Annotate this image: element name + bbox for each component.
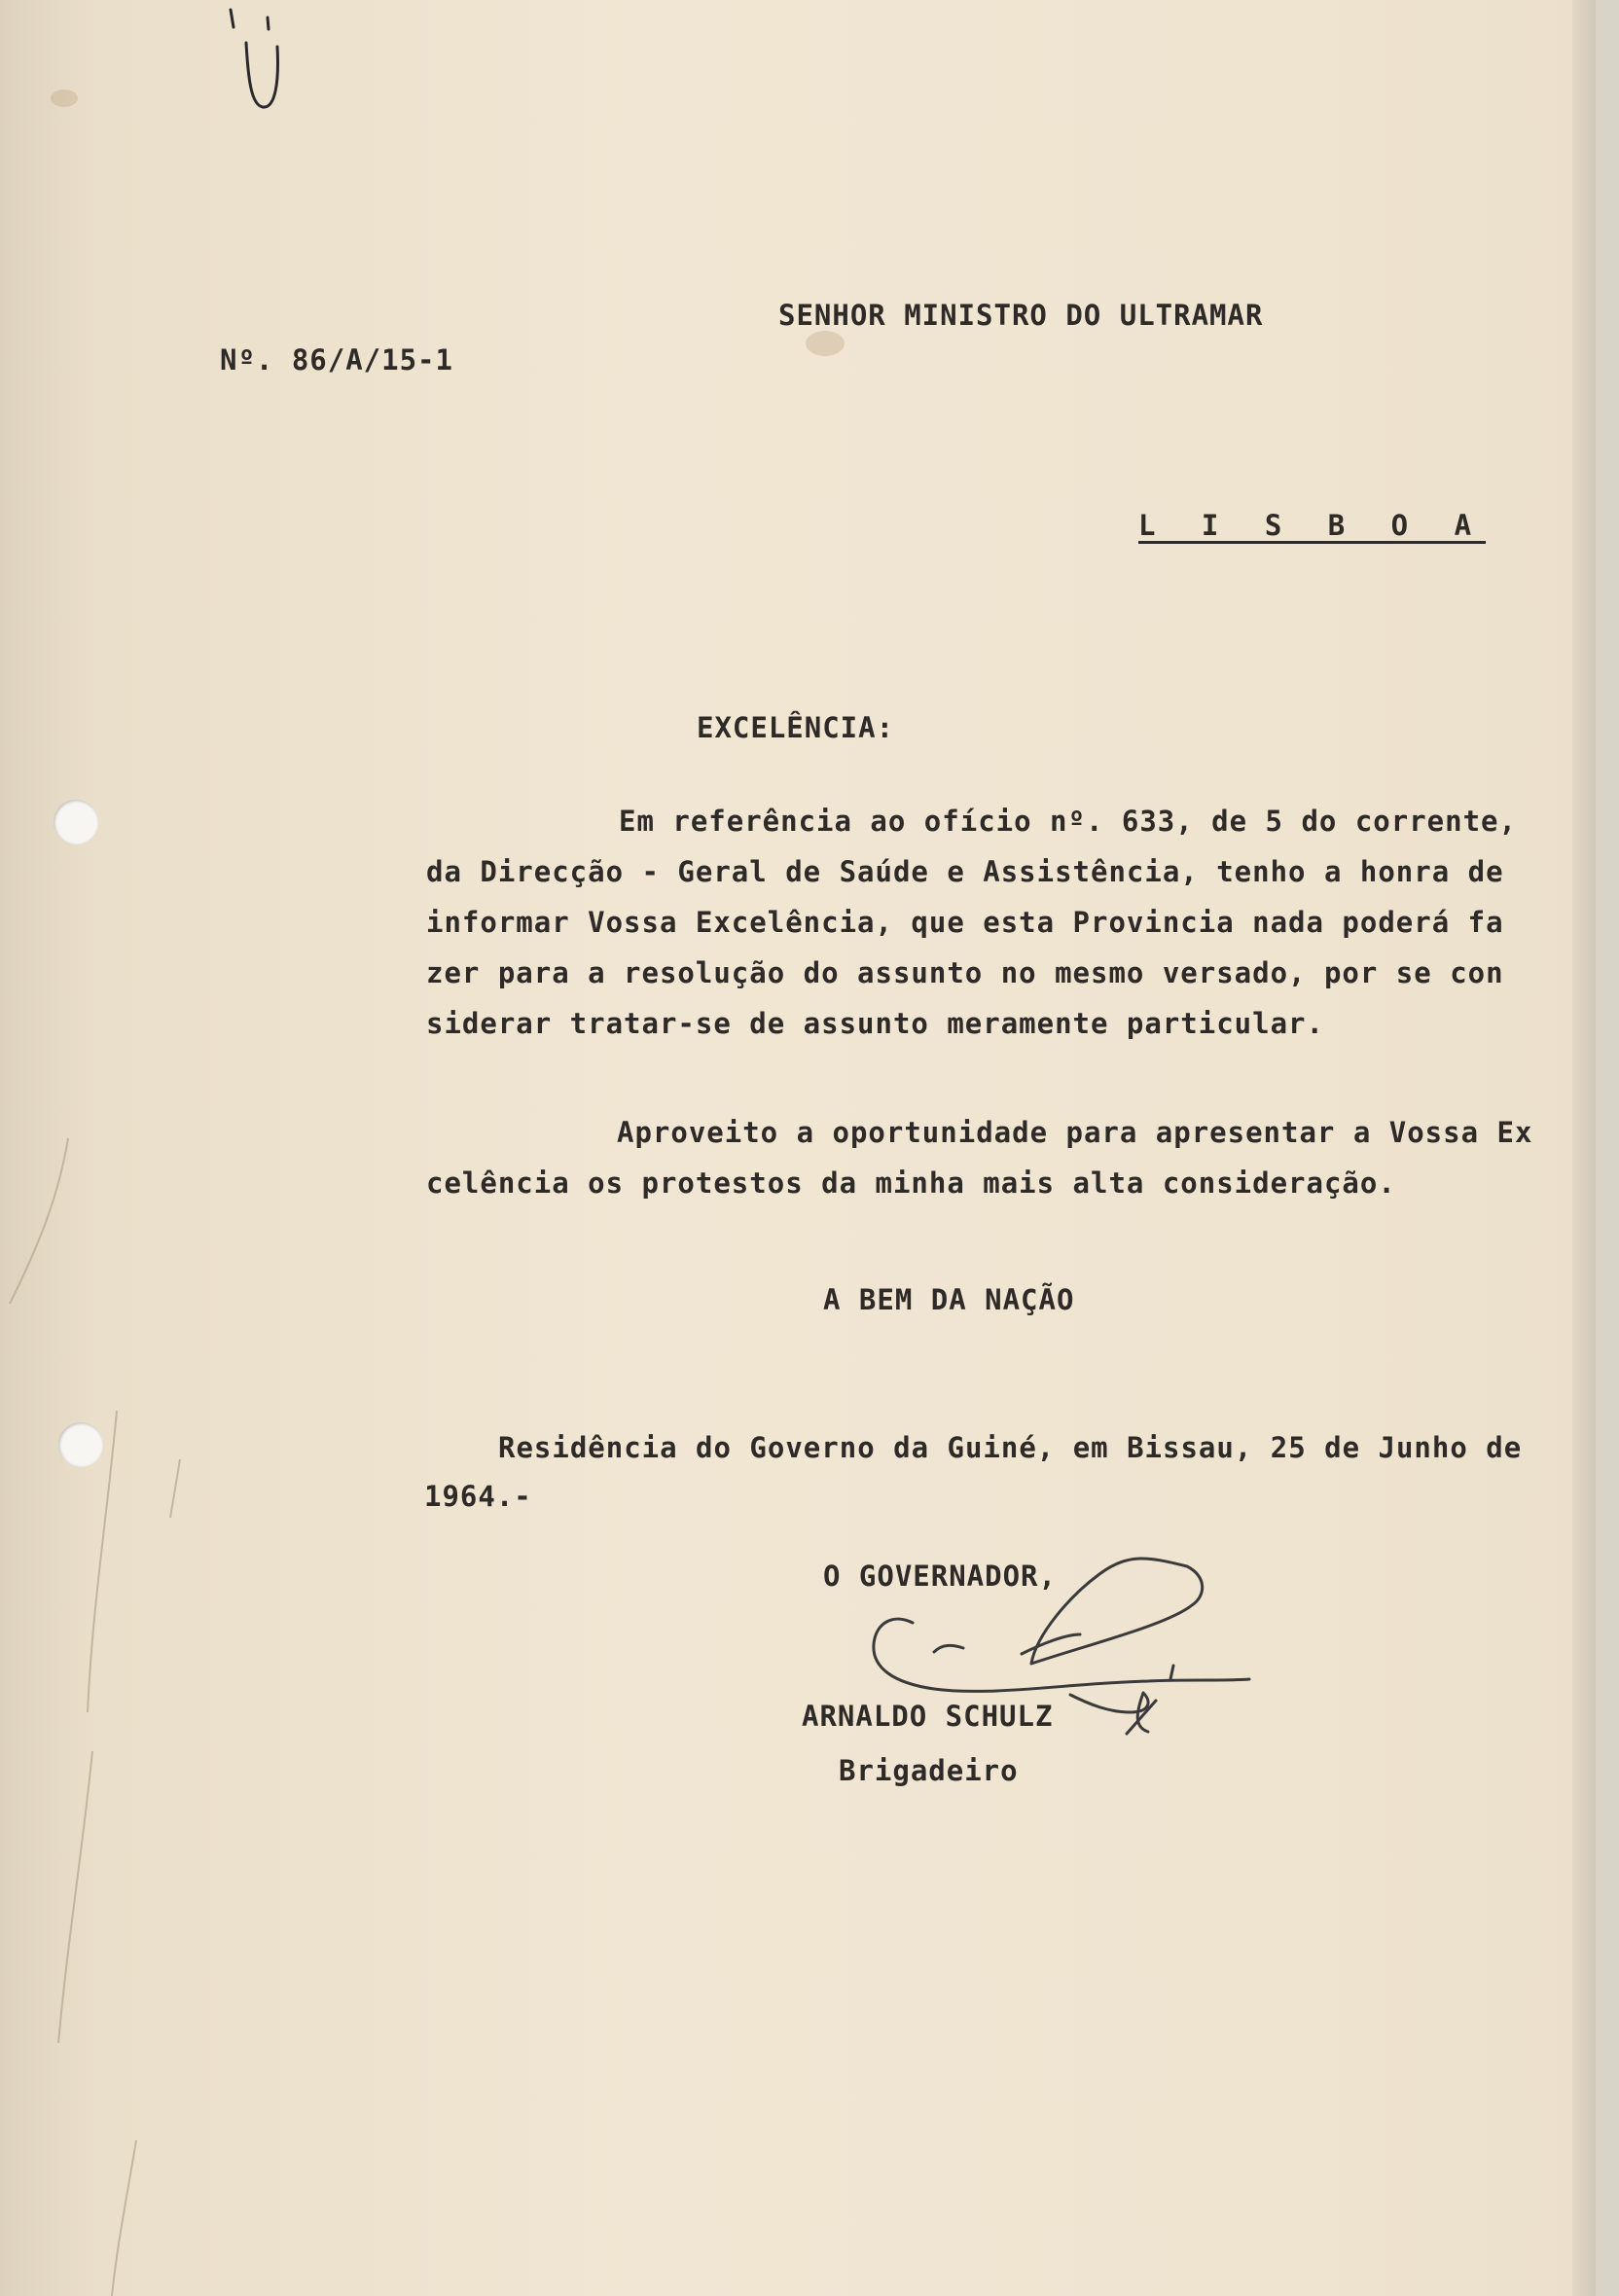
reference-number: Nº. 86/A/15-1: [220, 343, 453, 377]
paper-crease-lines: [10, 1138, 180, 2296]
paragraph-1-line-5: siderar tratar-se de assunto meramente particular.: [426, 1007, 1324, 1040]
paragraph-1-line-2: da Direcção - Geral de Saúde e Assistência, tenho a honra de: [426, 855, 1504, 888]
place-date-line-1: Residência do Governo da Guiné, em Bissau, 25 de Junho de: [498, 1431, 1523, 1464]
place-date-line-2: 1964.-: [424, 1480, 532, 1513]
salutation: EXCELÊNCIA:: [697, 711, 895, 744]
closing: A BEM DA NAÇÃO: [823, 1283, 1075, 1316]
paragraph-1-line-3: informar Vossa Excelência, que esta Provincia nada poderá fa: [426, 906, 1504, 939]
signatory-name: ARNALDO SCHULZ: [802, 1700, 1054, 1733]
paragraph-2-line-2: celência os protestos da minha mais alta consideração.: [426, 1166, 1396, 1200]
city: L I S B O A: [1138, 509, 1487, 542]
signatory-title: O GOVERNADOR,: [823, 1560, 1057, 1593]
signatory-rank: Brigadeiro: [839, 1754, 1019, 1787]
handwritten-mark-icon: [231, 10, 277, 107]
paragraph-2-line-1: Aproveito a oportunidade para apresentar a Vossa Ex: [617, 1116, 1533, 1149]
paragraph-1-line-1: Em referência ao ofício nº. 633, de 5 do corrente,: [619, 805, 1517, 838]
addressee: SENHOR MINISTRO DO ULTRAMAR: [778, 299, 1264, 332]
paragraph-1-line-4: zer para a resolução do assunto no mesmo versado, por se con: [426, 956, 1504, 989]
